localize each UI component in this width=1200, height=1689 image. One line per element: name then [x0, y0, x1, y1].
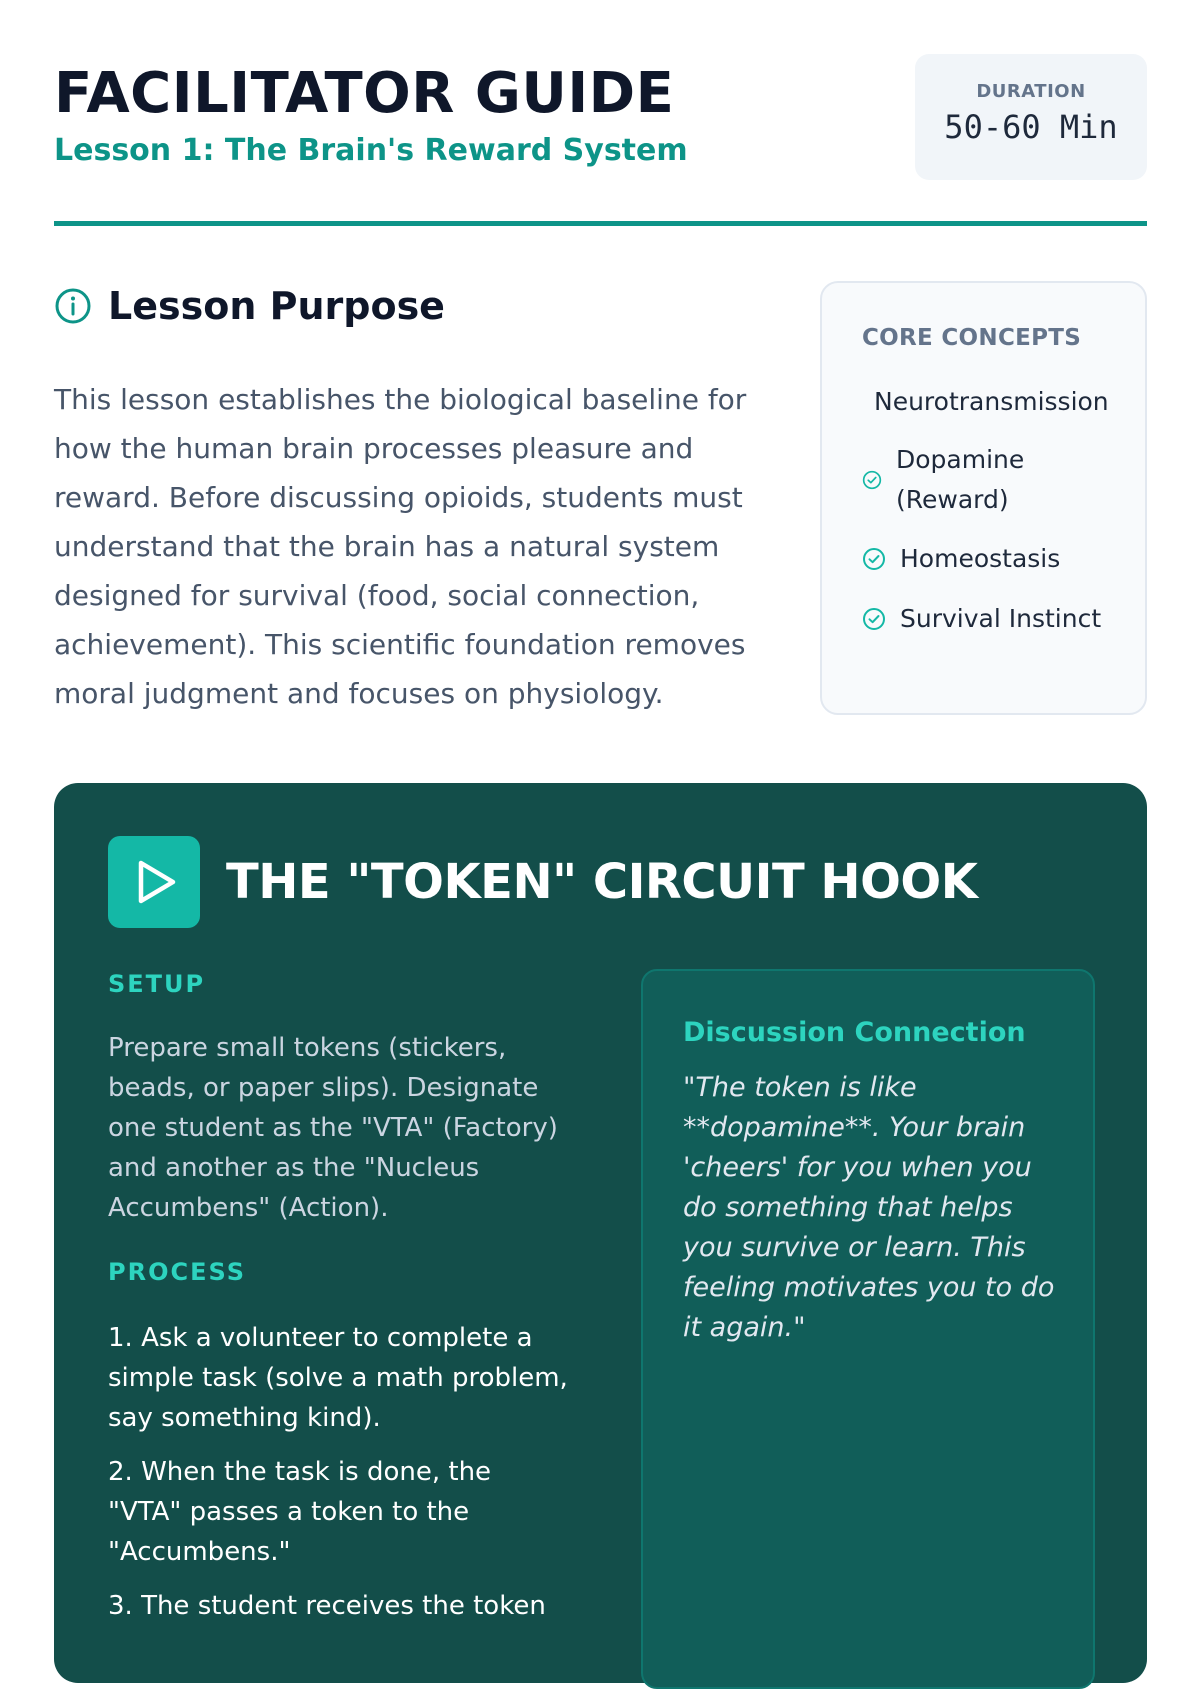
hook-title: THE "TOKEN" CIRCUIT HOOK [226, 854, 978, 910]
lesson-subtitle: Lesson 1: The Brain's Reward System [54, 133, 688, 168]
page-title: FACILITATOR GUIDE [54, 61, 675, 126]
process-step: 2. When the task is done, the "VTA" passes a token to the "Accumbens." [108, 1457, 492, 1567]
purpose-heading [54, 285, 445, 327]
concept-label: Neurotransmission [874, 387, 1109, 416]
duration-label: DURATION [976, 81, 1086, 102]
purpose-text: This lesson establishes the biological baseline for how the human brain processes pleasure and reward. Before discussing opioids, students must understand that the brain has a natural system designed for survival (food, social connection, achievement). This scientific foundation removes moral judgment and focuses on physiology. [54, 383, 747, 710]
token-circuit-hook-panel [54, 783, 1147, 1683]
concept-label: Survival Instinct [900, 604, 1102, 633]
check-circle-icon [862, 607, 886, 631]
discussion-label: Discussion Connection [683, 1017, 1026, 1048]
process-step: 1. Ask a volunteer to complete a simple task (solve a math problem, say something kind). [108, 1323, 568, 1433]
check-circle-icon [862, 547, 886, 571]
discussion-quote: "The token is like **dopamine**. Your brain 'cheers' for you when you do something that helps you survive or learn. This feeling motivates you to do it again." [683, 1072, 1055, 1343]
core-concepts-card [820, 281, 1147, 715]
concept-item [862, 599, 1101, 639]
process-step: 3. The student receives the token [108, 1591, 546, 1621]
process-label: PROCESS [108, 1258, 246, 1286]
concept-label: Dopamine (Reward) [896, 445, 1025, 514]
play-icon-glyph [108, 836, 200, 928]
check-circle-icon [862, 470, 882, 490]
info-icon [54, 287, 92, 325]
process-steps [108, 1318, 568, 1640]
setup-label: SETUP [108, 970, 206, 998]
setup-text: Prepare small tokens (stickers, beads, or paper slips). Designate one student as the "VTA" (Factory) and another as the "Nucleus Accumbens" (Action). [108, 1033, 558, 1223]
duration-value: 50-60 Min [944, 108, 1118, 146]
core-concepts-label: CORE CONCEPTS [862, 325, 1082, 351]
duration-badge [915, 54, 1147, 180]
guide-header [54, 54, 1147, 226]
concept-item [862, 539, 1060, 579]
discussion-connection-card [641, 969, 1095, 1689]
concept-item [862, 440, 1122, 520]
concept-item [874, 382, 1109, 422]
concept-label: Homeostasis [900, 544, 1061, 573]
purpose-title: Lesson Purpose [108, 284, 445, 328]
play-icon [108, 836, 200, 928]
header-divider [54, 221, 1147, 226]
